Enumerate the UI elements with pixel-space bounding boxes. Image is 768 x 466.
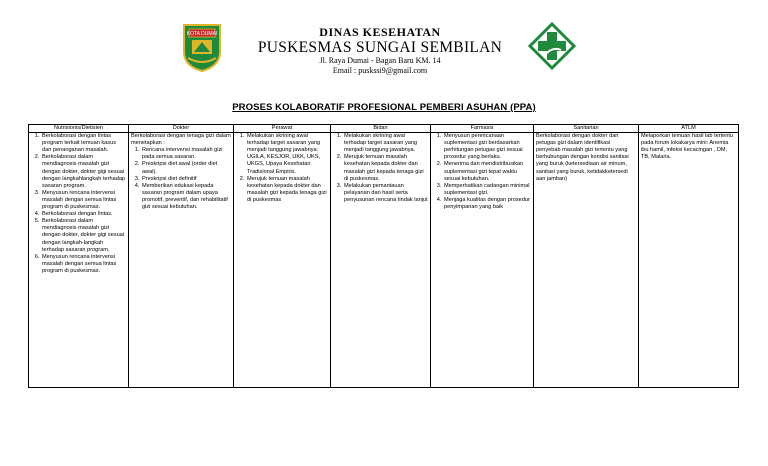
letterhead-text	[240, 26, 520, 76]
kota-dumai-emblem-icon	[180, 22, 224, 72]
cell-atlm	[639, 133, 739, 388]
table-row	[29, 133, 739, 388]
dokter-intro: Berkolaborasi dengan tenaga gizi dalam menetapkan :	[131, 133, 231, 147]
nutrisionis-list	[31, 133, 126, 275]
atlm-text: Melaporkan temuan hasil lab tertentu pada forum lokakarya mini: Anemia ibu hamil, infeksi kecacingan , DM, TB, Malaria.	[641, 133, 734, 161]
col-header-farmasis: Farmasis	[431, 125, 534, 133]
col-header-perawat: Perawat	[234, 125, 331, 133]
list-item: 5. Berkolaborasi dalam mendiagnosis masalah gizi dengan dokter, dokter gigi sesuai dengan langkah-langkah terhadap sasaran program.	[41, 218, 126, 253]
list-item: 1. Melakukan skrining awal terhadap target sasaran yang menjadi tanggung jawabnya: UGILA, KESJOR, UKK, UKS, UKGS, Upaya Kesehatan Tradisional Empiris.	[246, 133, 328, 176]
ppa-table	[28, 124, 739, 388]
letterhead	[0, 0, 768, 90]
sanitarian-text: Berkolaborasi dengan dokter dan petugas gizi dalam identifikasi penyebab masalah gizi tertentu yang berhubungan dengan kondisi sanitasi yang buruk (ketersediaan air minum, sanitasi yang buruk, ketidakketersedi aan jamban)	[536, 133, 629, 182]
list-item: 1. Menyusun perencanaan suplementasi gizi berdasarkan perhitungan petugas gizi sesuai prosedur yang berlaku.	[443, 133, 531, 161]
email-line: Email : puskssi9@gmail.com	[332, 66, 428, 75]
col-header-dokter: Dokter	[129, 125, 234, 133]
list-item: 3. Memperhatikan cadangan minimal suplementasi gizi.	[443, 183, 531, 197]
list-item: 2. Menerima dan mendistribusikan suplementasi gizi tepat waktu sesuai kebutuhan.	[443, 161, 531, 182]
list-item: 1. Berkolaborasi dengan lintas program terkait temuan kasus dan penanganan masalah.	[41, 133, 126, 154]
perawat-list	[236, 133, 328, 204]
list-item: 3. Preskripsi diet definitif	[141, 176, 231, 183]
col-header-atlm: ATLM	[639, 125, 739, 133]
list-item: 6. Menyusun rencana intervensi masalah dengan semua lintas program di puskesmas.	[41, 254, 126, 275]
dokter-list	[131, 147, 231, 211]
list-item: 1. Rencana intervensi masalah gizi pada semua sasaran.	[141, 147, 231, 161]
table-header-row	[29, 125, 739, 133]
cell-sanitarian	[534, 133, 639, 388]
list-item: 2. Preskripsi diet awal (order diet awal).	[141, 161, 231, 175]
cell-nutrisionis	[29, 133, 129, 388]
list-item: 2. Merujuk temuan masalah kesehatan kepada dokter dan masalah gizi kepada tenaga gizi di puskesmas.	[343, 154, 428, 182]
list-item: 2. Berkolaborasi dalam mendiagnosis masalah gizi dengan dokter, dokter gigi sesuai dengan langkahlangkah terhadap sasaran program.	[41, 154, 126, 189]
address-line: Jl. Raya Dumai - Bagan Baru KM. 14	[319, 56, 441, 65]
cell-bidan	[331, 133, 431, 388]
list-item: 4. Berkolaborasi dengan lintas.	[41, 211, 126, 218]
farmasis-list	[433, 133, 531, 211]
list-item: 3. Melakukan pemantauan pelayanan dan hasil serta penyusunan rencana tindak lanjut	[343, 183, 428, 204]
list-item: 2. Merujuk temuan masalah kesehatan kepada dokter dan masalah gizi kepada tenaga gizi di puskesmas	[246, 176, 328, 204]
agency-name: DINAS KESEHATAN	[319, 25, 441, 39]
list-item: 4. Menjaga kualitas dengan prosedur penyimpanan yang baik	[443, 197, 531, 211]
col-header-bidan: Bidan	[331, 125, 431, 133]
col-header-sanitarian: Sanitarian	[534, 125, 639, 133]
list-item: 4. Memberikan edukasi kepada sasaran program dalam upaya promotif, preventif, dan rehabilitatif gizi sesuai kebutuhan.	[141, 183, 231, 211]
puskesmas-cross-icon	[528, 22, 576, 70]
cell-dokter	[129, 133, 234, 388]
bidan-list	[333, 133, 428, 204]
document-title: PROSES KOLABORATIF PROFESIONAL PEMBERI ASUHAN (PPA)	[232, 102, 536, 113]
list-item: 3. Menyusun rencana intervensi masalah dengan semua lintas program di puskesmas.	[41, 190, 126, 211]
cell-perawat	[234, 133, 331, 388]
list-item: 1. Melakukan skrining awal terhadap target sasaran yang menjadi tanggung jawabnya.	[343, 133, 428, 154]
institution-name: PUSKESMAS SUNGAI SEMBILAN	[257, 39, 503, 56]
svg-text:KOTA DUMAI: KOTA DUMAI	[186, 31, 218, 37]
col-header-nutrisionis: Nutrisionis/Dietisien	[29, 125, 129, 133]
cell-farmasis	[431, 133, 534, 388]
